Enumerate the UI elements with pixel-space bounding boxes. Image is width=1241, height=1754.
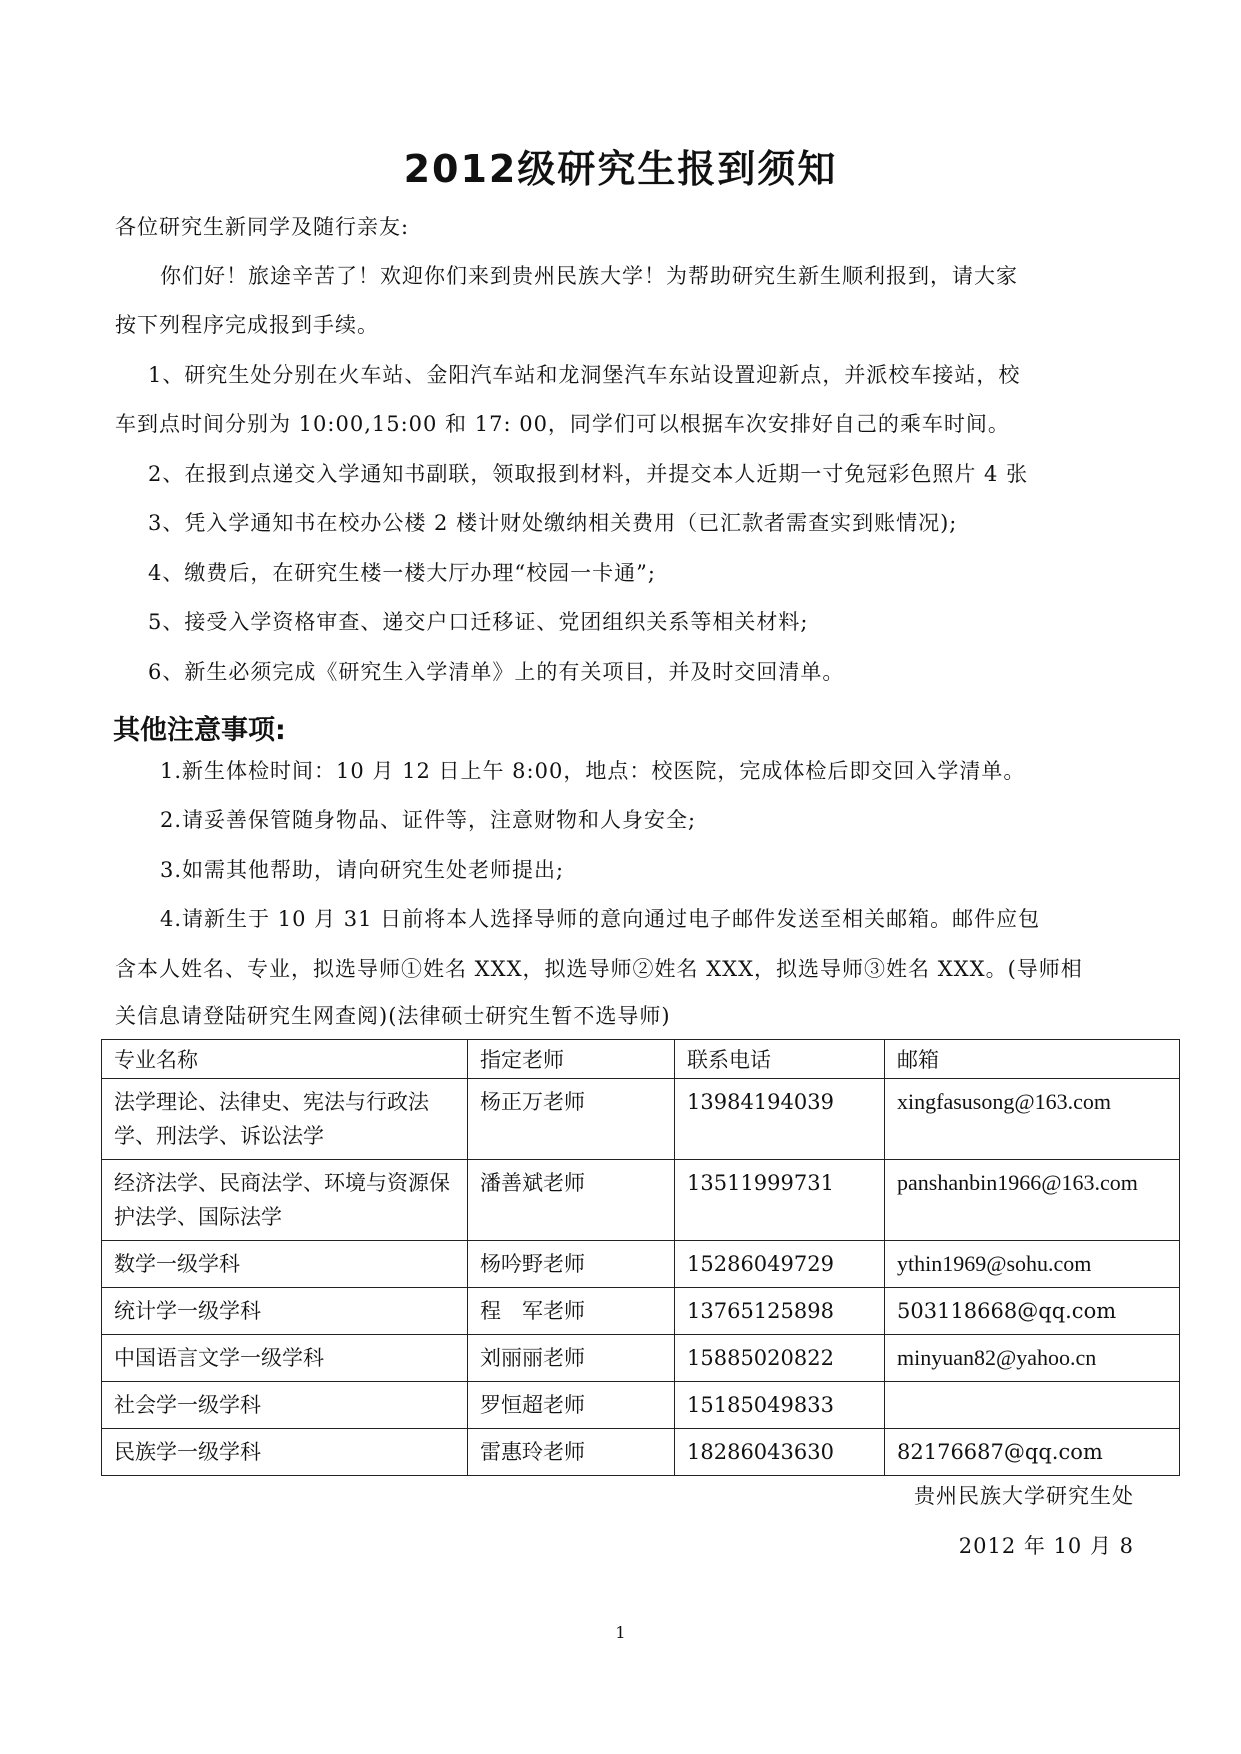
cell-phone: 15185049833 bbox=[675, 1382, 885, 1429]
table-row bbox=[102, 1335, 1180, 1382]
note-3: 3.如需其他帮助，请向研究生处老师提出; bbox=[160, 858, 565, 882]
note-4-line-1: 4.请新生于 10 月 31 日前将本人选择导师的意向通过电子邮件发送至相关邮箱。邮件应包 bbox=[160, 907, 1041, 931]
cell-teacher: 杨吟野老师 bbox=[468, 1241, 675, 1288]
cell-email: panshanbin1966@163.com bbox=[885, 1160, 1180, 1241]
step-3: 3、凭入学通知书在校办公楼 2 楼计财处缴纳相关费用（已汇款者需查实到账情况); bbox=[148, 511, 958, 535]
cell-major: 中国语言文学一级学科 bbox=[102, 1335, 468, 1382]
cell-email: 82176687@qq.com bbox=[885, 1429, 1180, 1476]
cell-phone: 13765125898 bbox=[675, 1288, 885, 1335]
cell-teacher: 刘丽丽老师 bbox=[468, 1335, 675, 1382]
cell-major: 社会学一级学科 bbox=[102, 1382, 468, 1429]
cell-email: minyuan82@yahoo.cn bbox=[885, 1335, 1180, 1382]
intro-line-2: 按下列程序完成报到手续。 bbox=[115, 313, 379, 337]
cell-phone: 13984194039 bbox=[675, 1079, 885, 1160]
cell-phone: 13511999731 bbox=[675, 1160, 885, 1241]
cell-major: 法学理论、法律史、宪法与行政法学、刑法学、诉讼法学 bbox=[102, 1079, 468, 1160]
issuer-signature: 贵州民族大学研究生处 bbox=[914, 1484, 1134, 1508]
cell-major: 数学一级学科 bbox=[102, 1241, 468, 1288]
cell-email: 503118668@qq.com bbox=[885, 1288, 1180, 1335]
cell-email bbox=[885, 1382, 1180, 1429]
table-row bbox=[102, 1382, 1180, 1429]
table-row bbox=[102, 1241, 1180, 1288]
step-4: 4、缴费后，在研究生楼一楼大厅办理“校园一卡通”; bbox=[148, 561, 656, 585]
table-row bbox=[102, 1429, 1180, 1476]
other-notes-heading: 其他注意事项: bbox=[113, 715, 286, 746]
cell-teacher: 杨正万老师 bbox=[468, 1079, 675, 1160]
note-4-line-2: 含本人姓名、专业，拟选导师①姓名 XXX，拟选导师②姓名 XXX，拟选导师③姓名 XXX。(导师相 bbox=[115, 957, 1083, 981]
step-2: 2、在报到点递交入学通知书副联，领取报到材料，并提交本人近期一寸免冠彩色照片 4 张 bbox=[148, 462, 1029, 486]
cell-teacher: 程 军老师 bbox=[468, 1288, 675, 1335]
cell-phone: 15885020822 bbox=[675, 1335, 885, 1382]
cell-phone: 18286043630 bbox=[675, 1429, 885, 1476]
step-6: 6、新生必须完成《研究生入学清单》上的有关项目，并及时交回清单。 bbox=[148, 660, 845, 684]
step-1-line-1: 1、研究生处分别在火车站、金阳汽车站和龙洞堡汽车东站设置迎新点，并派校车接站，校 bbox=[148, 363, 1021, 387]
cell-major: 民族学一级学科 bbox=[102, 1429, 468, 1476]
cell-teacher: 潘善斌老师 bbox=[468, 1160, 675, 1241]
table-row bbox=[102, 1160, 1180, 1241]
issue-date: 2012 年 10 月 8 bbox=[958, 1534, 1134, 1558]
note-2: 2.请妥善保管随身物品、证件等，注意财物和人身安全; bbox=[160, 808, 697, 832]
cell-email: xingfasusong@163.com bbox=[885, 1079, 1180, 1160]
header-email: 邮箱 bbox=[885, 1040, 1180, 1079]
cell-major: 统计学一级学科 bbox=[102, 1288, 468, 1335]
header-major: 专业名称 bbox=[102, 1040, 468, 1079]
cell-teacher: 雷惠玲老师 bbox=[468, 1429, 675, 1476]
header-phone: 联系电话 bbox=[675, 1040, 885, 1079]
table-row bbox=[102, 1079, 1180, 1160]
cell-email: ythin1969@sohu.com bbox=[885, 1241, 1180, 1288]
table-header-row bbox=[102, 1040, 1180, 1079]
page-number: 1 bbox=[615, 1623, 626, 1642]
table-row bbox=[102, 1288, 1180, 1335]
cell-major: 经济法学、民商法学、环境与资源保护法学、国际法学 bbox=[102, 1160, 468, 1241]
intro-line-1: 你们好！旅途辛苦了！欢迎你们来到贵州民族大学！为帮助研究生新生顺利报到，请大家 bbox=[160, 264, 1018, 288]
step-1-line-2: 车到点时间分别为 10:00,15:00 和 17: 00，同学们可以根据车次安排好自己的乘车时间。 bbox=[115, 412, 1010, 436]
document-title: 2012级研究生报到须知 bbox=[403, 147, 838, 191]
salutation: 各位研究生新同学及随行亲友: bbox=[115, 215, 410, 239]
cell-phone: 15286049729 bbox=[675, 1241, 885, 1288]
note-1: 1.新生体检时间：10 月 12 日上午 8:00，地点：校医院，完成体检后即交回入学清单。 bbox=[160, 759, 1026, 783]
cell-teacher: 罗恒超老师 bbox=[468, 1382, 675, 1429]
step-5: 5、接受入学资格审查、递交户口迁移证、党团组织关系等相关材料; bbox=[148, 610, 809, 634]
header-teacher: 指定老师 bbox=[468, 1040, 675, 1079]
advisor-contact-table bbox=[101, 1039, 1180, 1476]
note-4-line-3: 关信息请登陆研究生网查阅)(法律硕士研究生暂不选导师) bbox=[115, 1004, 671, 1028]
